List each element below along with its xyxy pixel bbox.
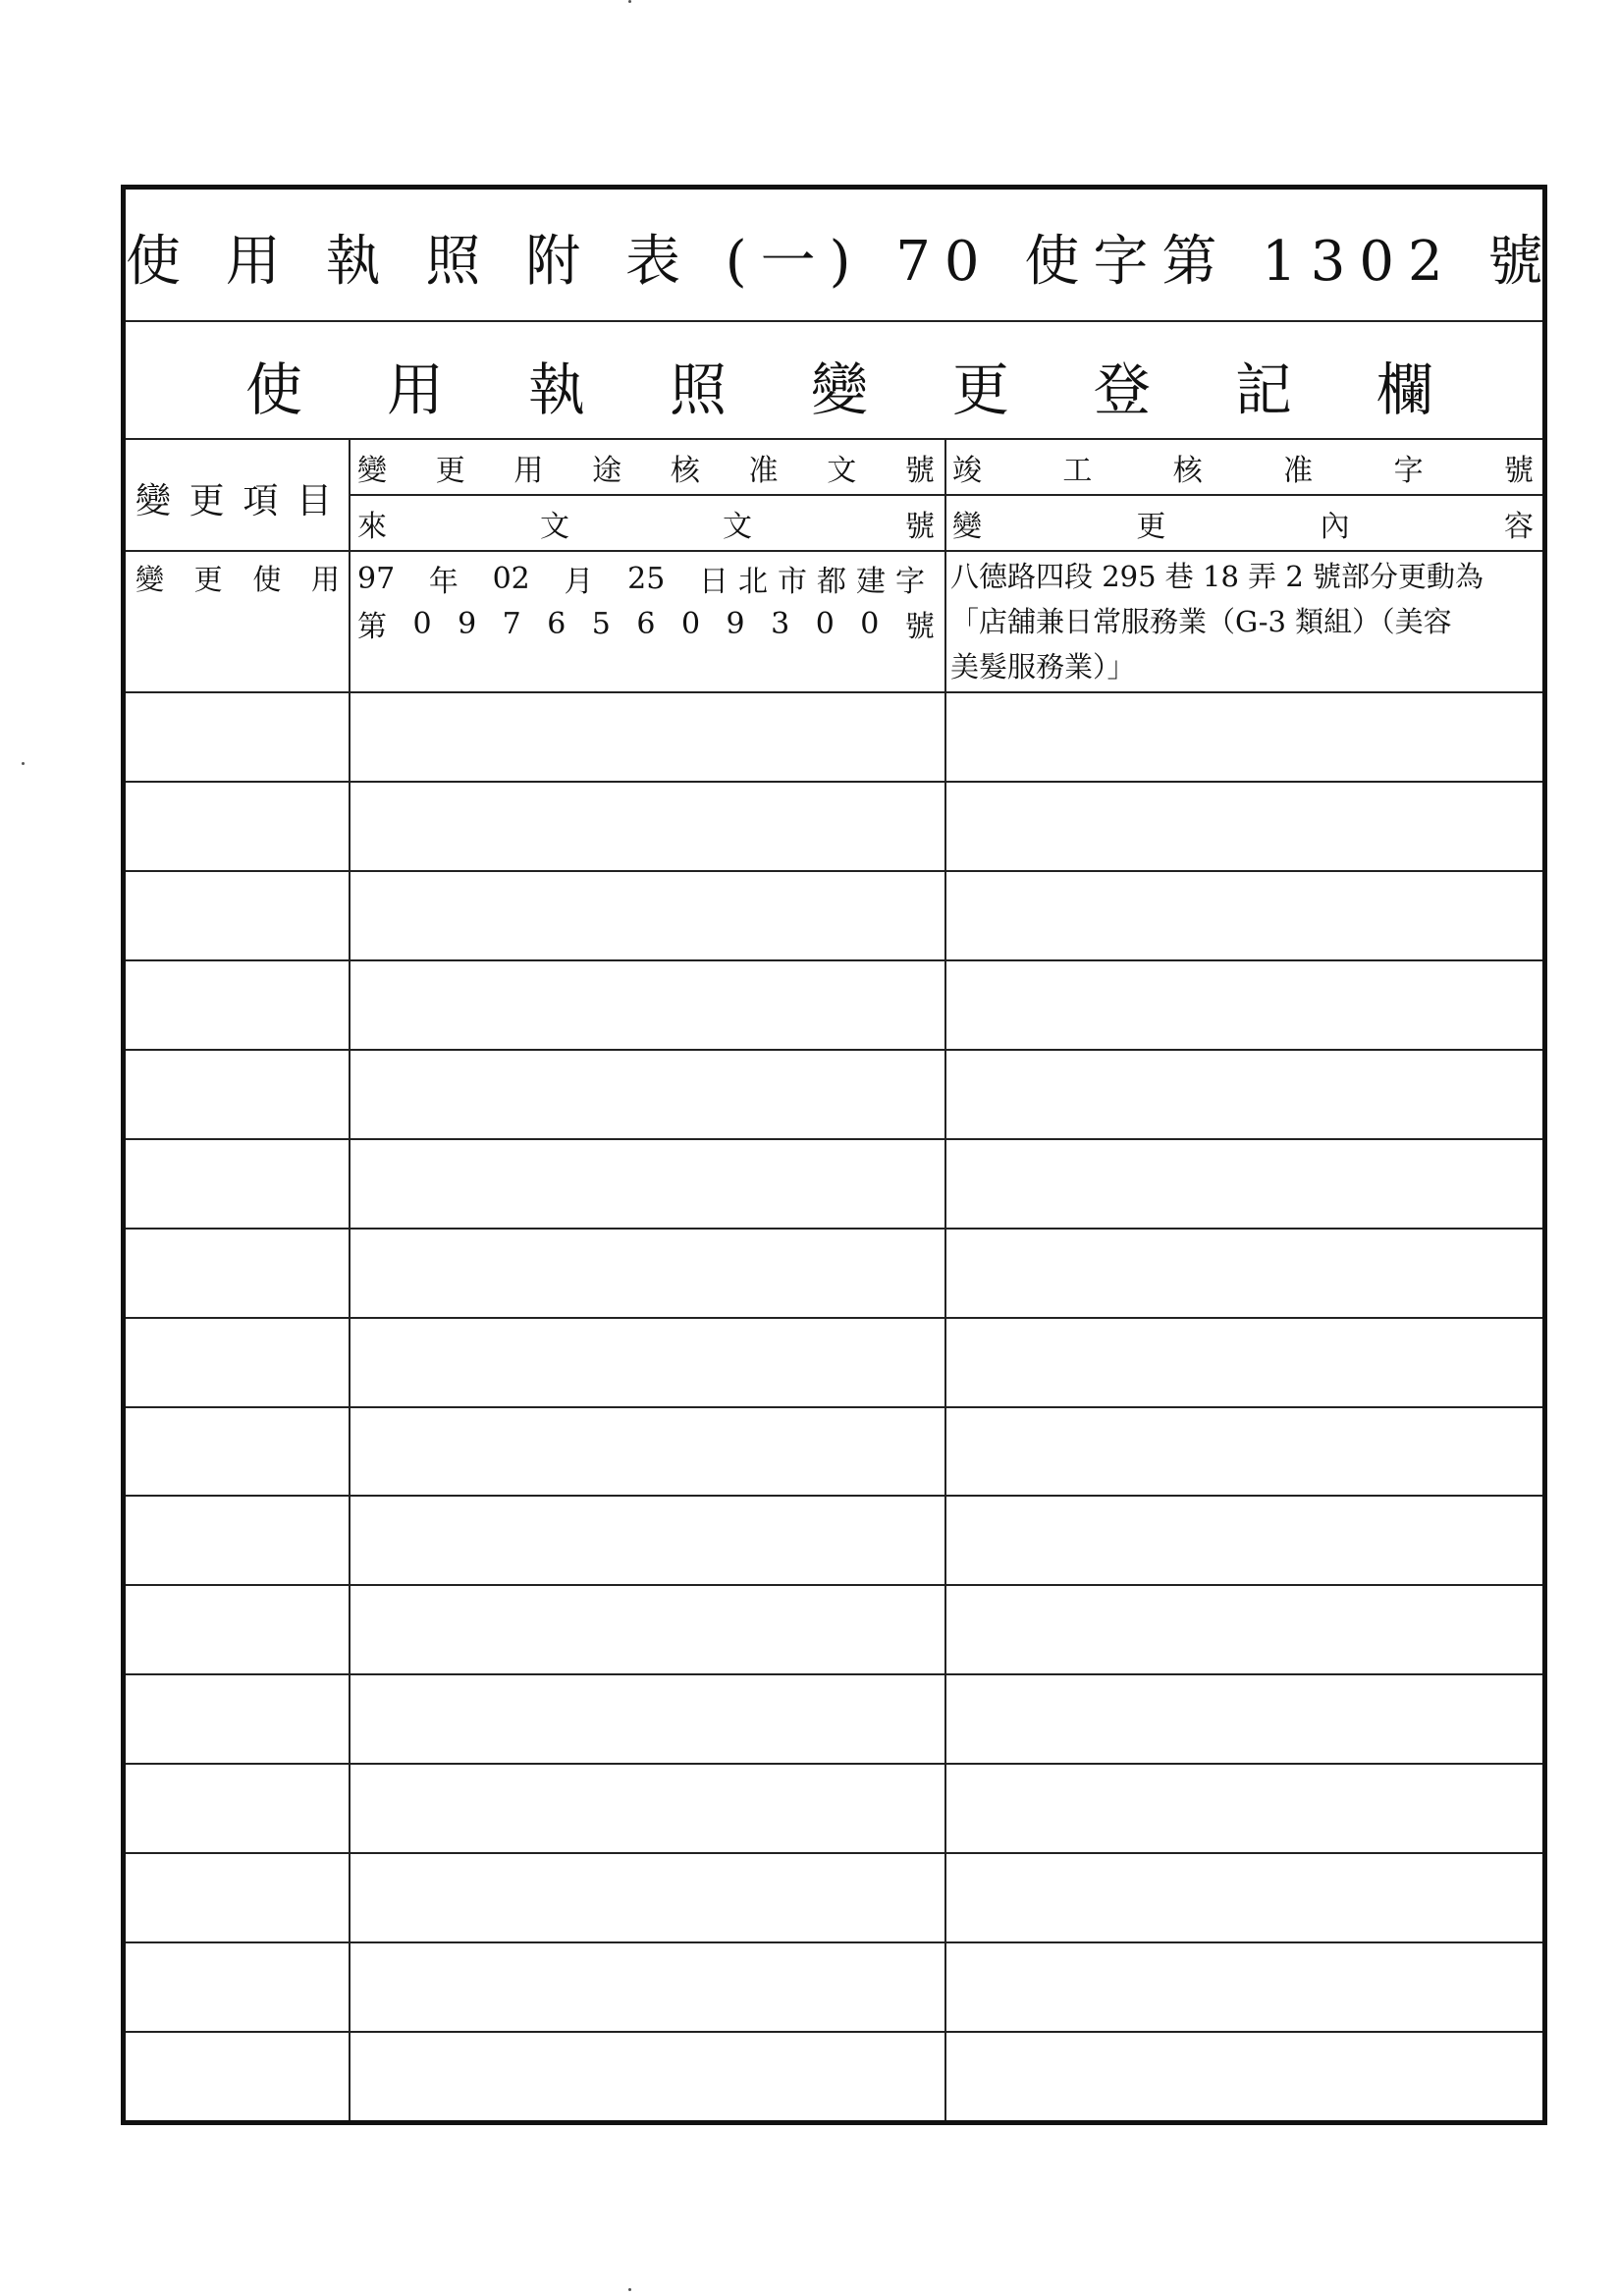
header-completion-approval-number: 竣 工 核 准 字 號 <box>952 454 1534 488</box>
header-approval-doc-number: 變 更 用 途 核 准 文 號 <box>357 454 935 488</box>
scan-speck <box>628 2288 631 2291</box>
section-title: 使 用 執 照 變 更 登 記 欄 <box>245 356 1433 423</box>
page-title: 使 用 執 照 附 表 (一) 70 使字第 1302 號 <box>126 230 1557 294</box>
row-divider <box>126 1228 1542 1230</box>
row-divider <box>126 2031 1542 2033</box>
header-change-item: 變 更 項 目 <box>135 480 332 521</box>
row-divider <box>126 1673 1542 1675</box>
scan-speck <box>22 762 25 765</box>
row-divider <box>126 1941 1542 1943</box>
section-divider <box>126 438 1542 440</box>
header-mid-divider <box>351 494 1542 496</box>
entry-doc-line-2: 第 0 9 7 6 5 6 0 9 3 0 0 號 <box>357 606 935 644</box>
title-divider <box>126 320 1542 322</box>
col-divider-1 <box>349 438 351 2120</box>
scan-speck <box>628 0 631 3</box>
row-divider <box>126 691 1542 693</box>
entry-content-line-3: 美髮服務業）」 <box>950 650 1136 683</box>
row-divider <box>126 1138 1542 1140</box>
entry-content-line-1: 八德路四段 295 巷 18 弄 2 號部分更動為 <box>950 560 1484 593</box>
row-divider <box>126 781 1542 783</box>
entry-change-item: 變 更 使 用 <box>135 562 340 596</box>
row-divider <box>126 1495 1542 1497</box>
entry-doc-line-1: 97 年 02 月 25 日北市都建字 <box>357 561 935 599</box>
col-divider-2 <box>944 438 946 2120</box>
row-divider <box>126 870 1542 872</box>
row-divider <box>126 1584 1542 1586</box>
row-divider <box>126 1852 1542 1854</box>
entry-content-line-2: 「店舖兼日常服務業（G-3 類組）（美容 <box>950 605 1452 638</box>
row-divider <box>126 1406 1542 1408</box>
row-divider <box>126 1763 1542 1765</box>
row-divider <box>126 1317 1542 1319</box>
header-incoming-doc-number: 來 文 文 號 <box>357 510 935 544</box>
header-change-content: 變 更 內 容 <box>952 510 1534 544</box>
row-divider <box>126 1049 1542 1051</box>
row-divider <box>126 959 1542 961</box>
